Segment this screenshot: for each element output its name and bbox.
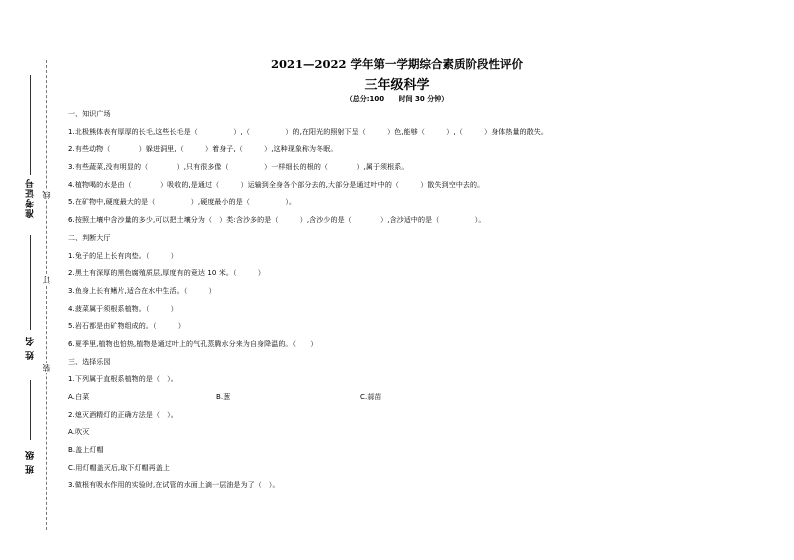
question-line: C.用灯帽盖灭后,取下灯帽再盖上	[68, 463, 170, 472]
options-line	[68, 389, 788, 407]
question-line: 2.黑土有深厚的黑色腐殖质层,厚度有的竟达 10 米。（ ）	[68, 269, 265, 278]
question-line: 二、判断大厅	[68, 233, 111, 242]
answer-option: B.葱	[216, 393, 231, 401]
total-score: （总分:100	[345, 95, 385, 103]
question-line: 3.做根有吸水作用的实验时,在试管的水面上滴一层油是为了（ ）。	[68, 481, 280, 490]
exam-info	[0, 94, 794, 104]
question-line: 三、选择乐园	[68, 357, 111, 366]
page-title: 2021—2022 学年第一学期综合素质阶段性评价	[270, 57, 523, 71]
time-limit: 时间 30 分钟）	[398, 95, 449, 103]
question-line: 1.兔子的足上长有肉垫。（ ）	[68, 251, 178, 260]
question-list	[68, 106, 788, 495]
class-label: 班 级	[26, 450, 36, 475]
exam-id-label: 准考证号	[26, 178, 36, 218]
binding-dashed-line	[46, 60, 47, 530]
class-line	[30, 380, 31, 440]
question-line: 1.北极熊体表有厚厚的长毛,这些长毛是（ ）,（ ）的,在阳光的照射下呈（ ）色,能够（ ）,（ ）身体热量的散失。	[68, 127, 549, 136]
question-line: 3.鱼身上长有鳍片,适合在水中生活。（ ）	[68, 286, 216, 295]
seal-char-bind: 装	[42, 364, 51, 372]
question-line: 2.有些动物（ ）躲进洞里,（ ）着身子,（ ）,这种现象称为冬眠。	[68, 145, 338, 154]
answer-option: C.蒜苗	[360, 393, 382, 401]
name-line	[30, 235, 31, 330]
question-line: 一、知识广场	[68, 110, 111, 118]
question-line: 5.在矿物中,硬度最大的是（ ）,硬度最小的是（ ）。	[68, 198, 297, 207]
name-label: 姓 名	[26, 336, 36, 361]
question-line: B.盖上灯帽	[68, 446, 104, 455]
seal-char-line: 线	[42, 191, 51, 199]
question-line: 1.下列属于直根系植物的是（ ）。	[68, 375, 178, 384]
question-line: 6.按照土壤中含沙量的多少,可以把土壤分为（ ）类:含沙多的是（ ）,含沙少的是（ ）,含沙适中的是（ ）。	[68, 216, 486, 225]
question-line: 5.岩石都是由矿物组成的。（ ）	[68, 322, 185, 331]
page-subtitle: 三年级科学	[364, 78, 430, 93]
question-line: 4.植物喝的水是由（ ）吸收的,是通过（ ）运输到全身各个部分去的,大部分是通过叶中的（ ）散失到空中去的。	[68, 180, 485, 189]
answer-option: A.白菜	[68, 393, 90, 401]
question-line: 6.夏季里,植物也怕热,植物是通过叶上的气孔蒸腾水分来为自身降温的。（ ）	[68, 339, 318, 348]
question-line: 3.有些蔬菜,没有明显的（ ）,只有很多像（ ）一样细长的根的（ ）,属于须根系。	[68, 163, 409, 172]
question-line: A.吹灭	[68, 428, 90, 437]
question-line: 4.菠菜属于须根系植物。（ ）	[68, 304, 178, 313]
question-line: 2.熄灭酒精灯的正确方法是（ ）。	[68, 410, 178, 419]
seal-char-order: 订	[42, 276, 51, 284]
